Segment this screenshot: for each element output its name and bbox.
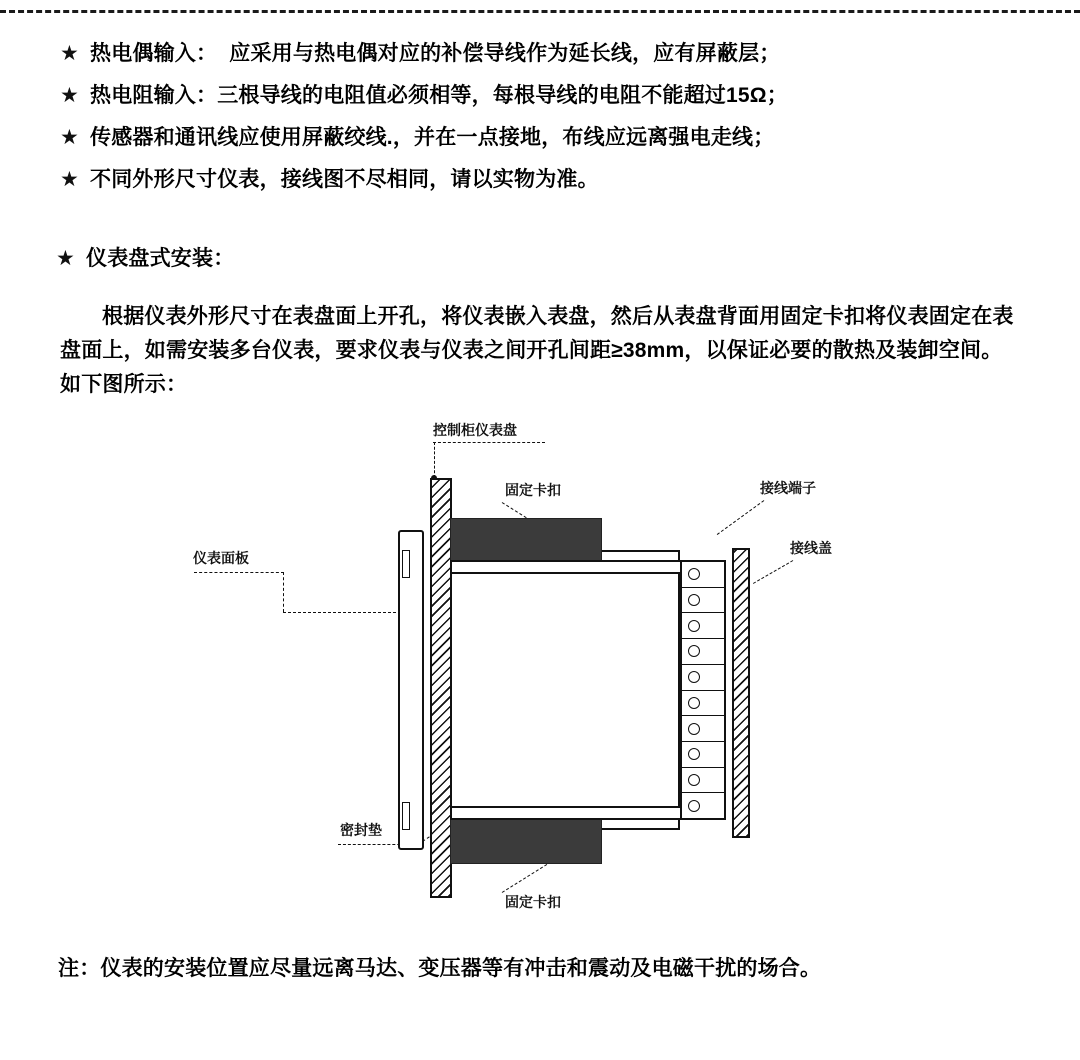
star-icon: ★ bbox=[60, 168, 79, 191]
body-paragraph bbox=[60, 300, 1020, 402]
terminal-cell bbox=[682, 562, 724, 588]
label-terminal: 接线端子 bbox=[760, 480, 816, 496]
installation-diagram bbox=[150, 420, 950, 930]
terminal-cell bbox=[682, 588, 724, 614]
leader-line-terminal bbox=[717, 500, 765, 535]
top-dashed-rule bbox=[0, 10, 1080, 13]
star-icon: ★ bbox=[60, 84, 79, 107]
star-icon: ★ bbox=[56, 247, 75, 270]
terminal-cell bbox=[682, 768, 724, 794]
terminal-cell bbox=[682, 613, 724, 639]
wiring-cover bbox=[732, 548, 750, 838]
terminal-cell bbox=[682, 691, 724, 717]
fixing-clip-top bbox=[450, 518, 602, 564]
control-cabinet-panel bbox=[430, 478, 452, 898]
list-item bbox=[60, 40, 1040, 68]
terminal-block bbox=[680, 560, 726, 820]
leader-line-control-panel-v bbox=[434, 442, 435, 478]
leader-line-front-panel-2 bbox=[283, 612, 401, 613]
terminal-cell bbox=[682, 665, 724, 691]
leader-line-front-panel bbox=[194, 572, 284, 573]
terminal-cell bbox=[682, 639, 724, 665]
list-item bbox=[60, 82, 1040, 110]
footer-note: 注：仪表的安装位置应尽量远离马达、变压器等有冲击和震动及电磁干扰的场合。 bbox=[58, 957, 822, 980]
list-item bbox=[60, 124, 1040, 152]
leader-line-front-panel-v bbox=[283, 572, 284, 612]
list-item-text: 热电阻输入：三根导线的电阻值必须相等，每根导线的电阻不能超过15Ω； bbox=[90, 84, 788, 107]
list-item-text: 不同外形尺寸仪表，接线图不尽相同，请以实物为准。 bbox=[90, 168, 599, 191]
label-fixing-clip-bottom: 固定卡扣 bbox=[505, 894, 561, 910]
terminal-cell bbox=[682, 716, 724, 742]
front-panel-notch-top bbox=[402, 550, 410, 578]
body-paragraph-text: 根据仪表外形尺寸在表盘面上开孔，将仪表嵌入表盘，然后从表盘背面用固定卡扣将仪表固定在表盘面上，如需安装多台仪表，要求仪表与仪表之间开孔间距≥38mm，以保证必要的散热及装卸空间。如下图所示： bbox=[60, 305, 1014, 396]
star-icon: ★ bbox=[60, 42, 79, 65]
label-front-panel: 仪表面板 bbox=[193, 550, 249, 566]
leader-line-cover bbox=[753, 560, 793, 584]
label-fixing-clip-top: 固定卡扣 bbox=[505, 482, 561, 498]
section-heading-text: 仪表盘式安装： bbox=[86, 247, 235, 270]
instrument-front-panel bbox=[398, 530, 424, 850]
terminal-cell bbox=[682, 793, 724, 818]
label-wiring-cover: 接线盖 bbox=[790, 540, 832, 556]
instrument-body bbox=[450, 550, 680, 830]
star-icon: ★ bbox=[60, 126, 79, 149]
list-item-text: 传感器和通讯线应使用屏蔽绞线.，并在一点接地，布线应远离强电走线； bbox=[90, 126, 775, 149]
bullet-list bbox=[60, 40, 1040, 208]
fixing-clip-rail-top bbox=[450, 560, 695, 574]
label-gasket: 密封垫 bbox=[340, 822, 382, 838]
label-control-panel: 控制柜仪表盘 bbox=[433, 422, 517, 438]
section-heading bbox=[56, 245, 234, 273]
front-panel-notch-bottom bbox=[402, 802, 410, 830]
fixing-clip-bottom bbox=[450, 818, 602, 864]
terminal-cell bbox=[682, 742, 724, 768]
list-item bbox=[60, 166, 1040, 194]
fixing-clip-rail-bottom bbox=[450, 806, 695, 820]
leader-line-control-panel bbox=[433, 442, 545, 443]
list-item-text: 热电偶输入： 应采用与热电偶对应的补偿导线作为延长线，应有屏蔽层； bbox=[90, 42, 781, 65]
